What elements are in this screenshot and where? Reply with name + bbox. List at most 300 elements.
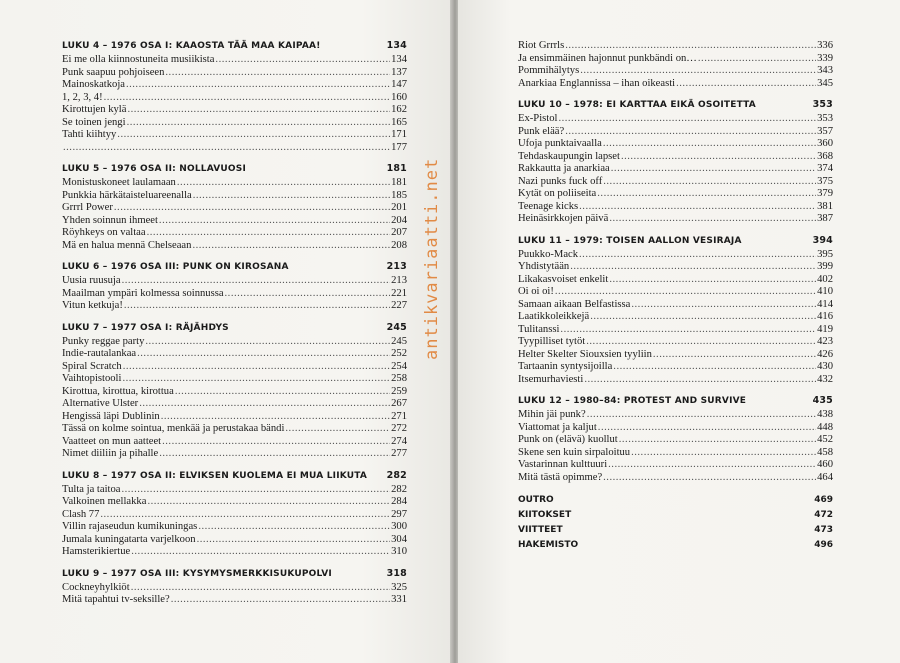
- leader-dots: [698, 53, 816, 66]
- left-toc-column: [62, 40, 407, 616]
- chapter-title: LUKU 5 – 1976 OSA II: NOLLAVUOSI: [62, 164, 247, 174]
- leader-dots: [215, 54, 390, 67]
- chapter-page-number: 245: [386, 321, 407, 333]
- entry-page-number: 227: [391, 300, 407, 311]
- chapter-title: LUKU 4 – 1976 OSA I: KAAOSTA TÄÄ MAA KAIPAA!: [62, 41, 321, 51]
- leader-dots: [587, 409, 816, 422]
- toc-entry: [62, 373, 407, 386]
- entry-page-number: 267: [391, 398, 407, 409]
- entry-title: Hamsterikiertue: [62, 546, 131, 557]
- toc-entry: [62, 177, 407, 190]
- leader-dots: [621, 151, 816, 164]
- toc-entry: [62, 240, 407, 253]
- entry-page-number: 416: [817, 311, 833, 322]
- leader-dots: [611, 163, 816, 176]
- toc-entry: [62, 348, 407, 361]
- leader-dots: [609, 213, 816, 226]
- toc-entry: [518, 176, 833, 189]
- toc-entry: [518, 409, 833, 422]
- toc-entry: [62, 275, 407, 288]
- toc-entry: [518, 201, 833, 214]
- toc-entry: [518, 113, 833, 126]
- entry-page-number: 204: [391, 214, 407, 226]
- entry-page-number: 165: [391, 116, 407, 128]
- leader-dots: [104, 92, 391, 105]
- leader-dots: [123, 361, 390, 374]
- entry-page-number: 147: [391, 79, 407, 90]
- leader-dots: [177, 177, 390, 190]
- leader-dots: [580, 65, 816, 78]
- toc-entry: [62, 448, 407, 461]
- toc-entry: [62, 534, 407, 547]
- leader-dots: [555, 286, 816, 299]
- entry-page-number: 464: [817, 471, 833, 483]
- leader-dots: [159, 448, 390, 461]
- leader-dots: [609, 274, 816, 287]
- entry-title: Clash 77: [62, 508, 100, 520]
- toc-entry: [518, 299, 833, 312]
- entry-page-number: 245: [391, 335, 407, 347]
- leader-dots: [565, 40, 816, 53]
- chapter-heading: [62, 40, 407, 54]
- entry-page-number: 208: [391, 239, 407, 251]
- entry-page-number: 452: [817, 434, 833, 445]
- back-matter-title: KIITOKSET: [518, 510, 572, 520]
- leader-dots: [565, 126, 816, 139]
- chapter-page-number: 435: [812, 395, 833, 406]
- leader-dots: [603, 472, 816, 485]
- leader-dots: [198, 521, 390, 534]
- entry-title: Tartaanin syntysijoilla: [518, 361, 613, 372]
- watermark-text: antikvariaatti.net: [422, 157, 442, 360]
- leader-dots: [193, 190, 390, 203]
- chapter-section: [518, 395, 833, 484]
- entry-title: Maailman ympäri kolmessa soinnussa: [62, 287, 224, 299]
- entry-page-number: 137: [391, 66, 407, 78]
- toc-entry: [518, 138, 833, 151]
- back-matter-item: [518, 508, 833, 523]
- entry-title: Mitä tästä opimme?: [518, 471, 603, 483]
- toc-entry: [62, 142, 407, 155]
- entry-title: Jumala kuningatarta varjelkoon: [62, 533, 196, 545]
- toc-entry: [62, 386, 407, 399]
- leader-dots: [126, 79, 390, 92]
- right-toc-column: [518, 40, 833, 553]
- entry-page-number: 402: [817, 273, 833, 285]
- toc-entry: [62, 496, 407, 509]
- entry-page-number: 272: [391, 423, 407, 434]
- entry-title: Ufoja punktaivaalla: [518, 138, 602, 149]
- entry-page-number: 213: [391, 275, 407, 286]
- entry-page-number: 345: [817, 77, 833, 89]
- entry-page-number: 379: [817, 188, 833, 199]
- entry-title: Rakkautta ja anarkiaa: [518, 163, 610, 174]
- entry-title: Tehdaskaupungin lapset: [518, 150, 620, 162]
- entry-title: Yhden soinnun ihmeet: [62, 214, 158, 226]
- chapter-page-number: 282: [386, 469, 407, 481]
- entry-page-number: 258: [391, 373, 407, 384]
- entry-title: Vitun ketkuja!: [62, 300, 123, 311]
- chapter-title: LUKU 7 – 1977 OSA I: RÄJÄHDYS: [62, 322, 229, 333]
- leader-dots: [131, 546, 390, 559]
- chapter-heading: [62, 163, 407, 177]
- entry-title: Vaihtopistooli: [62, 373, 122, 384]
- toc-entry: [518, 349, 833, 362]
- entry-page-number: 300: [391, 521, 407, 532]
- chapter-page-number: 318: [386, 567, 407, 579]
- entry-title: Hengissä läpi Dublinin: [62, 410, 160, 422]
- entry-title: Vastarinnan kulttuuri: [518, 459, 608, 470]
- right-page: [458, 0, 900, 663]
- entry-title: Cockneyhylkiöt: [62, 581, 130, 593]
- leader-dots: [165, 67, 390, 80]
- entry-page-number: 381: [817, 200, 833, 212]
- leader-dots: [597, 188, 816, 201]
- back-matter-page: 472: [814, 510, 833, 520]
- entry-page-number: 419: [817, 323, 833, 335]
- entry-page-number: 426: [817, 348, 833, 360]
- entry-title: Laatikkoleikkejä: [518, 311, 590, 322]
- leader-dots: [619, 434, 816, 447]
- toc-entry: [518, 163, 833, 176]
- chapter-title: LUKU 8 – 1977 OSA II: ELVIKSEN KUOLEMA EI MUA LIIKUTA: [62, 470, 368, 481]
- entry-page-number: 160: [391, 91, 407, 103]
- toc-entry: [518, 249, 833, 262]
- chapter-heading: [518, 99, 833, 113]
- entry-title: Uusia ruusuja: [62, 275, 121, 286]
- entry-title: Punk elää?: [518, 125, 565, 137]
- entry-page-number: 432: [817, 373, 833, 385]
- toc-entry: [518, 434, 833, 447]
- toc-entry: [62, 54, 407, 67]
- entry-title: Punk on (elävä) kuollut: [518, 434, 618, 445]
- chapter-section: [62, 163, 407, 252]
- entry-page-number: 375: [817, 175, 833, 187]
- entry-page-number: 343: [817, 65, 833, 76]
- entry-page-number: 274: [391, 435, 407, 447]
- chapter-title: LUKU 10 – 1978: EI KARTTAA EIKÄ OSOITETTA: [518, 100, 756, 110]
- leader-dots: [159, 215, 390, 228]
- entry-page-number: 162: [391, 104, 407, 115]
- leader-dots: [117, 129, 390, 142]
- entry-title: Kytät on poliiseita: [518, 188, 597, 199]
- chapter-section: [62, 322, 407, 461]
- toc-entry: [518, 336, 833, 349]
- toc-entry: [62, 436, 407, 449]
- entry-title: Heinäsirkkojen päivä: [518, 213, 609, 224]
- toc-entry: [518, 286, 833, 299]
- leader-dots: [579, 249, 816, 262]
- entry-page-number: 254: [391, 360, 407, 372]
- entry-title: Tulitanssi: [518, 323, 560, 335]
- chapter-page-number: 181: [386, 163, 407, 174]
- toc-entry: [62, 484, 407, 497]
- leader-dots: [100, 509, 390, 522]
- toc-entry: [62, 300, 407, 313]
- toc-entry: [62, 92, 407, 105]
- entry-title: Mä en halua mennä Chelseaan: [62, 239, 192, 251]
- entry-page-number: 310: [391, 546, 407, 557]
- toc-entry: [62, 594, 407, 607]
- chapter-section: [62, 470, 407, 559]
- entry-title: Samaan aikaan Belfastissa: [518, 298, 631, 310]
- entry-title: Tahti kiihtyy: [62, 129, 117, 140]
- entry-title: Kirottujen kylä: [62, 104, 127, 115]
- entry-page-number: 368: [817, 150, 833, 162]
- leader-dots: [124, 300, 390, 313]
- entry-title: Ja ensimmäinen hajonnut punkbändi on…: [518, 52, 697, 64]
- toc-entry: [518, 65, 833, 78]
- leader-dots: [121, 484, 390, 497]
- leader-dots: [122, 373, 390, 386]
- entry-title: Punkkia härkätaisteluareenalla: [62, 189, 192, 201]
- back-matter-title: VIITTEET: [518, 525, 563, 535]
- right-chapters: [518, 99, 833, 484]
- leader-dots: [131, 582, 390, 595]
- entry-page-number: 460: [817, 459, 833, 470]
- toc-entry: [62, 104, 407, 117]
- back-matter-title: HAKEMISTO: [518, 540, 579, 550]
- toc-entry: [62, 361, 407, 374]
- entry-title: Mihin jäi punk?: [518, 409, 586, 420]
- entry-title: Indie-rautalankaa: [62, 348, 137, 359]
- entry-page-number: 282: [391, 483, 407, 495]
- chapter-title: LUKU 9 – 1977 OSA III: KYSYMYSMERKKISUKUPOLVI: [62, 568, 332, 579]
- leader-dots: [137, 348, 390, 361]
- entry-title: Ei me olla kiinnostuneita musiikista: [62, 54, 215, 65]
- entry-title: Oi oi oi!: [518, 286, 554, 297]
- leader-dots: [114, 202, 390, 215]
- leader-dots: [197, 534, 391, 547]
- entry-page-number: 339: [817, 52, 833, 64]
- leader-dots: [613, 361, 816, 374]
- entry-page-number: 304: [391, 533, 407, 545]
- leader-dots: [590, 311, 816, 324]
- toc-entry: [62, 190, 407, 203]
- toc-entry: [518, 40, 833, 53]
- entry-title: 1, 2, 3, 4!: [62, 91, 103, 103]
- toc-entry: [62, 423, 407, 436]
- entry-title: Tässä on kolme sointua, menkää ja perustakaa bändi: [62, 423, 285, 434]
- toc-entry: [62, 398, 407, 411]
- entry-page-number: 181: [391, 177, 407, 188]
- entry-title: Grrrl Power: [62, 202, 113, 213]
- entry-title: Ex-Pistol: [518, 113, 558, 124]
- entry-page-number: 353: [817, 113, 833, 124]
- leader-dots: [192, 240, 390, 253]
- continued-entries: [518, 40, 833, 90]
- entry-page-number: 201: [391, 202, 407, 213]
- entry-title: Puukko-Mack: [518, 248, 579, 260]
- back-matter-page: 473: [814, 525, 833, 535]
- entry-title: Viattomat ja kaljut: [518, 421, 597, 433]
- leader-dots: [586, 336, 816, 349]
- chapter-title: LUKU 12 – 1980–84: PROTEST AND SURVIVE: [518, 396, 747, 406]
- leader-dots: [162, 436, 390, 449]
- chapter-section: [62, 261, 407, 313]
- toc-entry: [518, 151, 833, 164]
- entry-page-number: 414: [817, 298, 833, 310]
- leader-dots: [631, 299, 816, 312]
- chapter-page-number: 134: [386, 40, 407, 51]
- toc-entry: [62, 288, 407, 301]
- toc-entry: [518, 361, 833, 374]
- leader-dots: [579, 201, 816, 214]
- toc-entry: [62, 411, 407, 424]
- entry-title: Nazi punks fuck off: [518, 175, 603, 187]
- entry-page-number: 336: [817, 40, 833, 51]
- leader-dots: [560, 324, 816, 337]
- leader-dots: [603, 138, 816, 151]
- leader-dots: [127, 104, 390, 117]
- toc-entry: [518, 261, 833, 274]
- leader-dots: [225, 288, 391, 301]
- toc-entry: [62, 521, 407, 534]
- back-matter-list: [518, 493, 833, 553]
- chapter-heading: [518, 395, 833, 409]
- entry-title: Yhdistytään: [518, 261, 570, 272]
- entry-title: Mainoskatkoja: [62, 79, 125, 90]
- entry-title: Röyhkeys on valtaa: [62, 227, 146, 238]
- leader-dots: [676, 78, 816, 91]
- chapter-heading: [62, 568, 407, 582]
- back-matter-page: 496: [814, 540, 833, 550]
- entry-title: Alternative Ulster: [62, 398, 139, 409]
- entry-title: Valkoinen mellakka: [62, 496, 147, 507]
- leader-dots: [171, 594, 390, 607]
- toc-entry: [62, 336, 407, 349]
- chapter-page-number: 353: [812, 99, 833, 110]
- leader-dots: [161, 411, 390, 424]
- entry-title: Itsemurhaviesti: [518, 373, 584, 385]
- entry-page-number: 277: [391, 448, 407, 459]
- entry-title: Punk saapuu pohjoiseen: [62, 66, 165, 78]
- chapter-heading: [62, 261, 407, 275]
- toc-entry: [62, 202, 407, 215]
- leader-dots: [558, 113, 816, 126]
- entry-page-number: 357: [817, 125, 833, 137]
- entry-page-number: 271: [391, 410, 407, 422]
- leader-dots: [145, 336, 390, 349]
- entry-title: Skene sen kuin sirpaloituu: [518, 446, 631, 458]
- back-matter-page: 469: [814, 495, 833, 505]
- chapter-section: [518, 235, 833, 387]
- entry-title: Se toinen jengi: [62, 116, 126, 128]
- entry-page-number: 395: [817, 248, 833, 260]
- toc-entry: [518, 459, 833, 472]
- toc-entry: [518, 447, 833, 460]
- toc-entry: [518, 324, 833, 337]
- toc-entry: [518, 422, 833, 435]
- chapter-heading: [62, 470, 407, 484]
- toc-entry: [62, 79, 407, 92]
- entry-page-number: 259: [391, 385, 407, 397]
- leader-dots: [122, 275, 391, 288]
- toc-entry: [518, 188, 833, 201]
- entry-title: Pommihälytys: [518, 65, 580, 76]
- leader-dots: [147, 496, 390, 509]
- entry-title: Nimet diiliin ja pihalle: [62, 448, 159, 459]
- toc-entry: [518, 374, 833, 387]
- chapter-title: LUKU 11 – 1979: TOISEN AALLON VESIRAJA: [518, 235, 742, 246]
- entry-page-number: 399: [817, 261, 833, 272]
- entry-title: Mitä tapahtui tv-seksille?: [62, 594, 170, 605]
- toc-entry: [518, 472, 833, 485]
- entry-title: Kirottua, kirottua, kirottua: [62, 385, 174, 397]
- entry-page-number: 331: [391, 594, 407, 605]
- chapter-page-number: 394: [812, 234, 833, 246]
- chapter-page-number: 213: [386, 261, 407, 272]
- chapter-heading: [518, 235, 833, 249]
- back-matter-title: OUTRO: [518, 495, 554, 505]
- entry-page-number: 177: [391, 141, 407, 153]
- leader-dots: [570, 261, 816, 274]
- entry-page-number: 221: [391, 287, 407, 299]
- entry-title: Villin rajaseudun kumikuningas: [62, 521, 198, 532]
- entry-page-number: 360: [817, 138, 833, 149]
- toc-entry: [62, 129, 407, 142]
- toc-entry: [518, 311, 833, 324]
- toc-entry: [518, 78, 833, 91]
- entry-page-number: 448: [817, 421, 833, 433]
- entry-page-number: 423: [817, 336, 833, 347]
- chapter-section: [62, 568, 407, 607]
- back-matter-item: [518, 538, 833, 553]
- entry-page-number: 458: [817, 446, 833, 458]
- leader-dots: [285, 423, 390, 436]
- leader-dots: [147, 227, 391, 240]
- leader-dots: [598, 422, 816, 435]
- toc-entry: [62, 227, 407, 240]
- entry-page-number: 430: [817, 361, 833, 372]
- toc-entry: [62, 67, 407, 80]
- leader-dots: [127, 117, 391, 130]
- entry-page-number: 387: [817, 213, 833, 224]
- leader-dots: [63, 142, 390, 155]
- back-matter-item: [518, 493, 833, 508]
- entry-page-number: 284: [391, 496, 407, 507]
- leader-dots: [175, 386, 390, 399]
- entry-title: Anarkiaa Englannissa – ihan oikeasti: [518, 77, 676, 89]
- entry-title: Monistuskoneet laulamaan: [62, 177, 176, 188]
- entry-page-number: 252: [391, 348, 407, 359]
- leader-dots: [603, 176, 816, 189]
- entry-page-number: 374: [817, 163, 833, 174]
- entry-page-number: 438: [817, 409, 833, 420]
- entry-page-number: 185: [391, 189, 407, 201]
- entry-page-number: 207: [391, 227, 407, 238]
- leader-dots: [139, 398, 390, 411]
- leader-dots: [653, 349, 816, 362]
- toc-entry: [518, 274, 833, 287]
- leader-dots: [584, 374, 816, 387]
- entry-title: Spiral Scratch: [62, 360, 122, 372]
- toc-entry: [62, 546, 407, 559]
- entry-page-number: 297: [391, 508, 407, 520]
- entry-page-number: 410: [817, 286, 833, 297]
- chapter-section: [518, 99, 833, 226]
- entry-title: Vaatteet on mun aatteet: [62, 435, 162, 447]
- toc-entry: [62, 582, 407, 595]
- toc-entry: [518, 53, 833, 66]
- leader-dots: [631, 447, 816, 460]
- entry-page-number: 171: [391, 129, 407, 140]
- chapter-section: [62, 40, 407, 154]
- entry-title: Teenage kicks: [518, 200, 579, 212]
- entry-page-number: 134: [391, 54, 407, 65]
- entry-page-number: 325: [391, 581, 407, 593]
- entry-title: Tulta ja taitoa: [62, 483, 121, 495]
